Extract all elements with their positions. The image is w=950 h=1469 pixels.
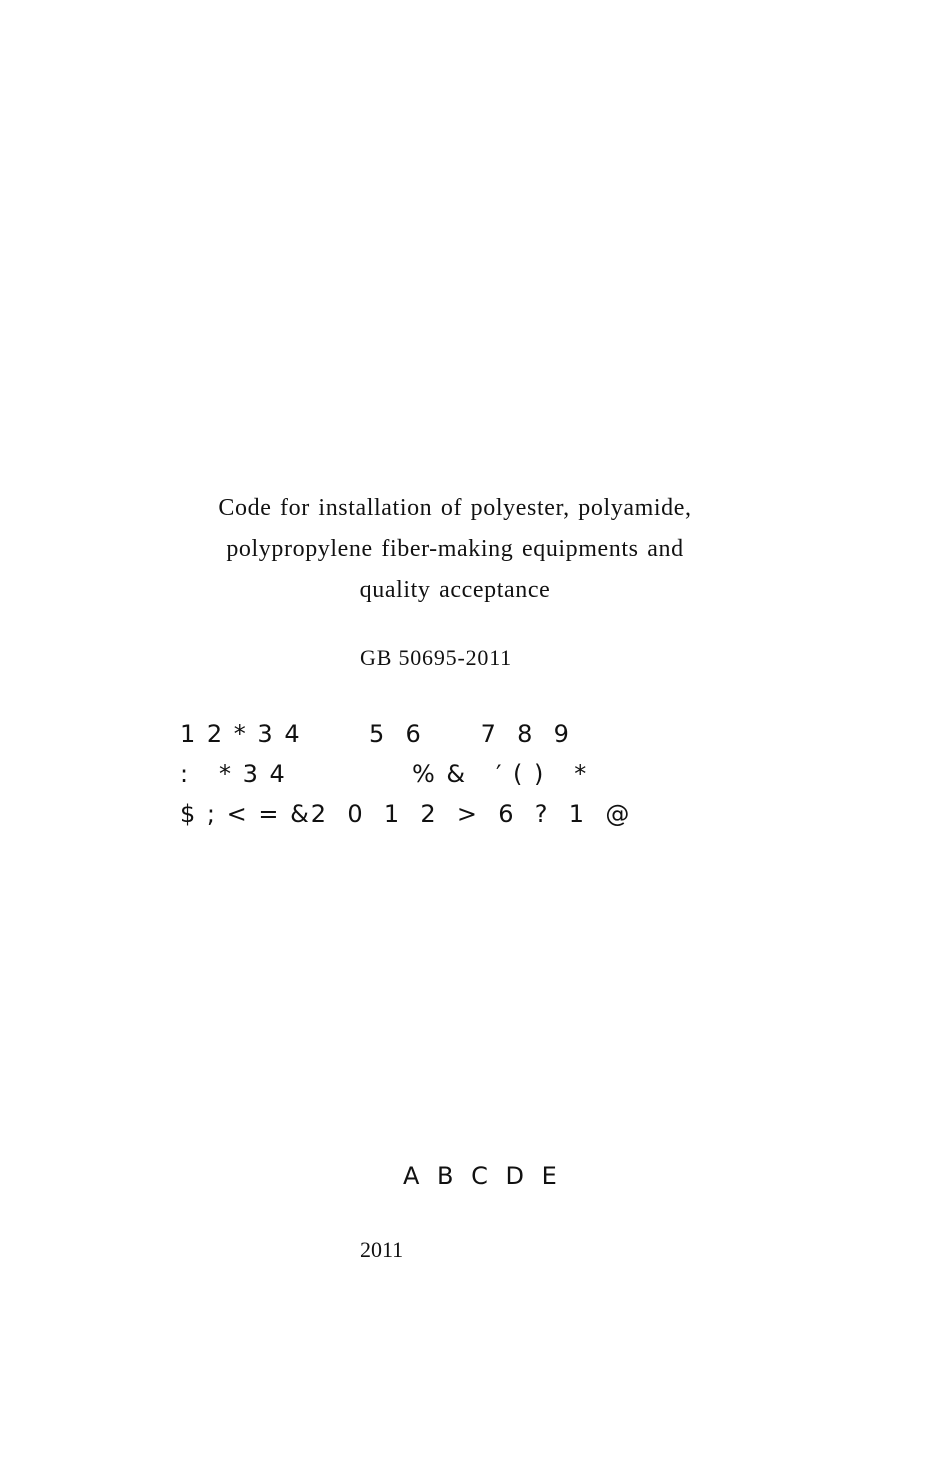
title-line-1: Code for installation of polyester, polyamide, — [218, 495, 692, 521]
title-line-2: polypropylene fiber-making equipments and — [226, 536, 684, 562]
encoded-line-2: : * 3 4 % & ′ ( ) * — [180, 760, 589, 788]
title-line-3: quality acceptance — [359, 577, 551, 603]
encoded-line-3: $ ; < = &2 0 1 2 > 6 ? 1 @ — [180, 800, 632, 828]
publisher-name: A B C D E — [403, 1162, 562, 1190]
standard-number: GB 50695-2011 — [360, 645, 512, 670]
english-title — [0, 488, 910, 611]
encoded-line-1: 1 2 * 3 4 5 6 7 8 9 — [180, 720, 571, 748]
encoded-text-block — [180, 714, 780, 834]
publication-year: 2011 — [360, 1237, 404, 1262]
